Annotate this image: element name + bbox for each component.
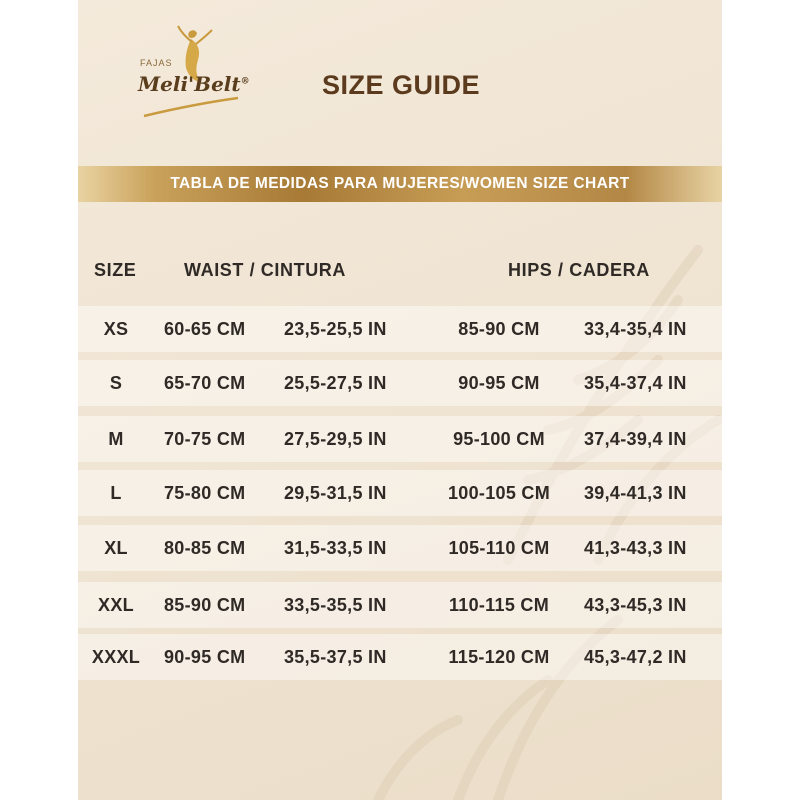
cell-hips-cm: 115-120 CM [448, 647, 550, 667]
cell-waist-in: 33,5-35,5 IN [284, 595, 387, 615]
table-row [78, 470, 722, 516]
cell-waist-cm: 80-85 CM [164, 538, 246, 558]
cell-hips-cm: 110-115 CM [448, 595, 550, 615]
cell-size: M [108, 429, 124, 449]
cell-waist-in: 35,5-37,5 IN [284, 647, 387, 667]
cell-waist-cm: 85-90 CM [164, 595, 246, 615]
cell-size: XL [104, 538, 128, 558]
brand-name: Meli'Belt® [138, 72, 250, 96]
cell-hips-in: 35,4-37,4 IN [584, 373, 687, 393]
cell-waist-cm: 65-70 CM [164, 373, 246, 393]
cell-waist-in: 27,5-29,5 IN [284, 429, 387, 449]
cell-hips-in: 45,3-47,2 IN [584, 647, 687, 667]
cell-hips-in: 39,4-41,3 IN [584, 483, 687, 503]
cell-waist-cm: 60-65 CM [164, 319, 246, 339]
cell-waist-in: 29,5-31,5 IN [284, 483, 387, 503]
page-title: SIZE GUIDE [322, 70, 481, 100]
cell-hips-cm: 90-95 CM [458, 373, 540, 393]
cell-hips-in: 33,4-35,4 IN [584, 319, 687, 339]
table-row [78, 582, 722, 628]
size-chart-banner [78, 166, 722, 202]
table-row [78, 306, 722, 352]
cell-size: L [110, 483, 122, 503]
cell-size: XXXL [91, 647, 141, 667]
cell-hips-in: 41,3-43,3 IN [584, 538, 687, 558]
header-size: SIZE [94, 260, 137, 280]
brand-top-text: FAJAS [140, 58, 173, 68]
cell-waist-in: 31,5-33,5 IN [284, 538, 387, 558]
brand-logo [134, 24, 250, 124]
cell-waist-cm: 70-75 CM [164, 429, 246, 449]
cell-waist-in: 23,5-25,5 IN [284, 319, 387, 339]
banner-text: TABLA DE MEDIDAS PARA MUJERES/WOMEN SIZE CHART [170, 175, 630, 192]
cell-waist-cm: 90-95 CM [164, 647, 246, 667]
cell-hips-cm: 100-105 CM [447, 483, 551, 503]
header-waist: WAIST / CINTURA [184, 260, 346, 280]
cell-waist-in: 25,5-27,5 IN [284, 373, 387, 393]
cell-hips-in: 37,4-39,4 IN [584, 429, 687, 449]
table-row [78, 416, 722, 462]
table-row [78, 360, 722, 406]
header-hips: HIPS / CADERA [508, 260, 650, 280]
cell-hips-cm: 105-110 CM [448, 538, 550, 558]
cell-hips-cm: 95-100 CM [453, 429, 545, 449]
cell-size: S [109, 373, 123, 393]
cell-size: XS [103, 319, 129, 339]
cell-size: XXL [98, 595, 134, 615]
table-row [78, 525, 722, 571]
table-row [78, 634, 722, 680]
size-guide-card [78, 0, 722, 800]
cell-waist-cm: 75-80 CM [164, 483, 246, 503]
cell-hips-cm: 85-90 CM [458, 319, 540, 339]
cell-hips-in: 43,3-45,3 IN [584, 595, 687, 615]
